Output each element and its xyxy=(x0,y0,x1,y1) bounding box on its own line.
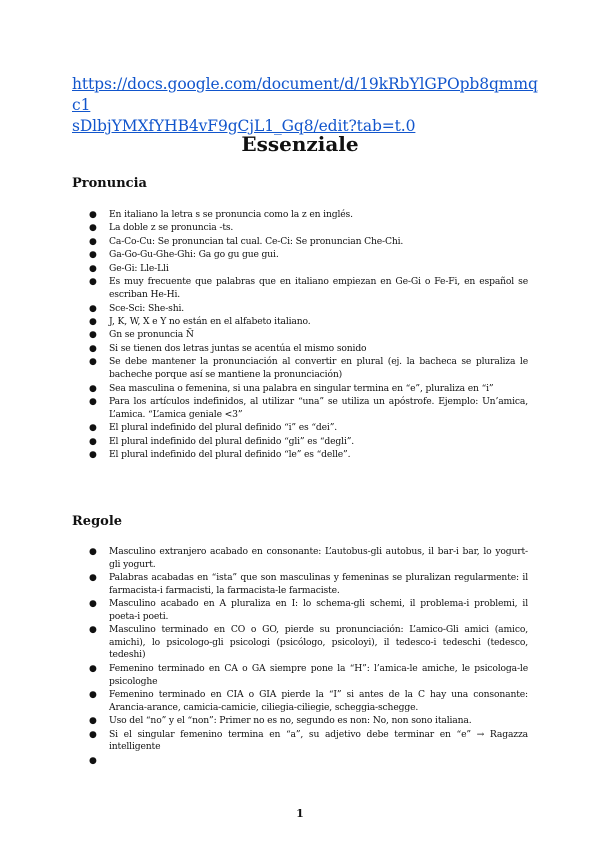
list-item-text: Masculino extranjero acabado en consonante: L’autobus-gli autobus, il bar-i bar, lo yogurt-gli yogurt. xyxy=(109,546,528,570)
list-item xyxy=(72,329,528,342)
list-item-text: Uso del “no” y el “non”: Primer no es no, segundo es non: No, non sono italiana. xyxy=(109,715,472,727)
bullet-icon: ● xyxy=(89,599,97,610)
list-item-text: Femenino terminado en CA o GA siempre pone la “H”: l’amica-le amiche, le psicologa-le psicologhe xyxy=(109,662,528,687)
list-item-text: En italiano la letra s se pronuncia como la z en inglés. xyxy=(109,209,353,220)
list-item-text: Es muy frecuente que palabras que en italiano empiezan en Ge-Gi o Fe-Fi, en español se escriban He-Hi. xyxy=(109,276,528,301)
list-item xyxy=(72,572,528,597)
list-item xyxy=(72,263,528,276)
list-item-text: El plural indefinido del plural definido “gli” es “degli”. xyxy=(109,435,355,447)
list-item-text: Sce-Sci: She-shi. xyxy=(109,302,185,314)
list-item-text: Si se tienen dos letras juntas se acentúa el mismo sonido xyxy=(109,342,367,354)
link-line-2[interactable]: sDlbjYMXfYHB4vF9gCjL1_Gq8/edit?tab=t.0 xyxy=(72,117,416,135)
list-item-text: Sea masculina o femenina, si una palabra en singular termina en “e”, pluraliza en “i” xyxy=(109,382,494,394)
bullet-icon: ● xyxy=(89,625,97,636)
bullet-icon: ● xyxy=(89,277,97,288)
list-item-text: Si el singular femenino termina en “a”, su adjetivo debe terminar en “e” → Ragazza intelligente xyxy=(109,728,528,753)
list-item xyxy=(72,598,528,623)
list-item-text: Palabras acabadas en “ista” que son masculinas y femeninas se pluralizan regularmente: il farmacista-i farmacisti, la farmacista-le farmaciste. xyxy=(109,572,528,596)
list-item xyxy=(72,343,528,356)
section-heading-regole: Regole xyxy=(72,514,123,529)
list-item xyxy=(72,222,528,235)
list-item xyxy=(72,422,528,435)
bullet-icon: ● xyxy=(89,436,97,447)
list-item xyxy=(72,624,528,662)
list-item xyxy=(72,249,528,262)
bullet-icon: ● xyxy=(89,729,97,740)
bullet-icon: ● xyxy=(89,263,97,274)
list-item xyxy=(72,546,528,571)
list-item xyxy=(72,436,528,449)
bullet-icon: ● xyxy=(89,343,97,354)
bullet-icon: ● xyxy=(89,383,97,394)
bullet-icon: ● xyxy=(89,236,97,247)
list-item-text: Ge-Gi: Lle-Lli xyxy=(109,262,169,274)
list-item-text: Ca-Co-Cu: Se pronuncian tal cual. Ce-Ci: Se pronuncian Che-Chi. xyxy=(109,235,404,247)
list-item xyxy=(72,689,528,714)
list-item xyxy=(72,236,528,249)
list-item xyxy=(72,356,528,381)
bullet-icon: ● xyxy=(89,663,97,674)
bullet-icon: ● xyxy=(89,210,97,220)
list-item xyxy=(72,316,528,329)
bullet-icon: ● xyxy=(89,450,97,461)
regole-list xyxy=(72,546,528,766)
section-heading-pronuncia: Pronuncia xyxy=(72,176,147,191)
bullet-icon: ● xyxy=(89,423,97,434)
bullet-icon: ● xyxy=(89,316,97,327)
list-item-text: Para los artículos indefinidos, al utilizar “una” se utiliza un apóstrofe. Ejemplo: Un’amica, L’amica. “L’amica geniale <3” xyxy=(109,396,528,420)
bullet-icon: ● xyxy=(89,357,97,368)
bullet-icon: ● xyxy=(89,689,97,700)
bullet-icon: ● xyxy=(89,716,97,727)
list-item xyxy=(72,715,528,728)
bullet-icon: ● xyxy=(89,330,97,341)
list-item-text: Gn se pronuncia Ñ xyxy=(109,329,194,341)
list-item xyxy=(72,303,528,316)
bullet-icon: ● xyxy=(89,303,97,314)
bullet-icon: ● xyxy=(89,573,97,584)
list-item-text: Masculino terminado en CO o GO, pierde su pronunciación: L’amico-Gli amici (amico, amichi), lo psicologo-gli psicologi (psicólogo, psicoloyi), il tedesco-i tedeschi (tedesco, tedeshi) xyxy=(109,624,528,661)
bullet-icon: ● xyxy=(89,755,97,766)
list-item-text: Masculino acabado en A pluraliza en I: lo schema-gli schemi, il problema-i problemi, il poeta-i poeti. xyxy=(109,598,528,622)
bullet-icon: ● xyxy=(89,223,97,234)
document-title: Essenziale xyxy=(241,132,359,156)
list-item-text: El plural indefinido del plural definido “i” es “dei”. xyxy=(109,422,338,434)
document-link[interactable] xyxy=(72,74,542,137)
list-item-text: J, K, W, X e Y no están en el alfabeto italiano. xyxy=(109,315,311,327)
list-item-text: La doble z se pronuncia -ts. xyxy=(109,222,234,234)
pronuncia-list xyxy=(72,209,528,463)
list-item xyxy=(72,276,528,301)
bullet-icon: ● xyxy=(89,250,97,261)
list-item-text: Ga-Go-Gu-Ghe-Ghi: Ga go gu gue gui. xyxy=(109,249,279,261)
list-item xyxy=(72,209,528,222)
page-number: 1 xyxy=(296,807,304,820)
list-item-text: Se debe mantener la pronunciación al convertir en plural (ej. la bacheca se pluraliza le bacheche porque así se mantiene la pronunciación) xyxy=(109,356,528,381)
list-item xyxy=(72,383,528,396)
list-item xyxy=(72,449,528,462)
bullet-icon: ● xyxy=(89,547,97,557)
list-item xyxy=(72,663,528,688)
link-line-1[interactable]: https://docs.google.com/document/d/19kRbYlGPOpb8qmmqc1 xyxy=(72,75,538,114)
list-item-text: Femenino terminado en CIA o GIA pierde la “I” si antes de la C hay una consonante: Arancia-arance, camicia-camicie, ciliegia-ciliegie, scheggia-schegge. xyxy=(109,688,528,713)
list-item-text: El plural indefinido del plural definido “le” es “delle”. xyxy=(109,449,351,461)
list-item xyxy=(72,396,528,421)
list-item xyxy=(72,729,528,754)
bullet-icon: ● xyxy=(89,397,97,407)
